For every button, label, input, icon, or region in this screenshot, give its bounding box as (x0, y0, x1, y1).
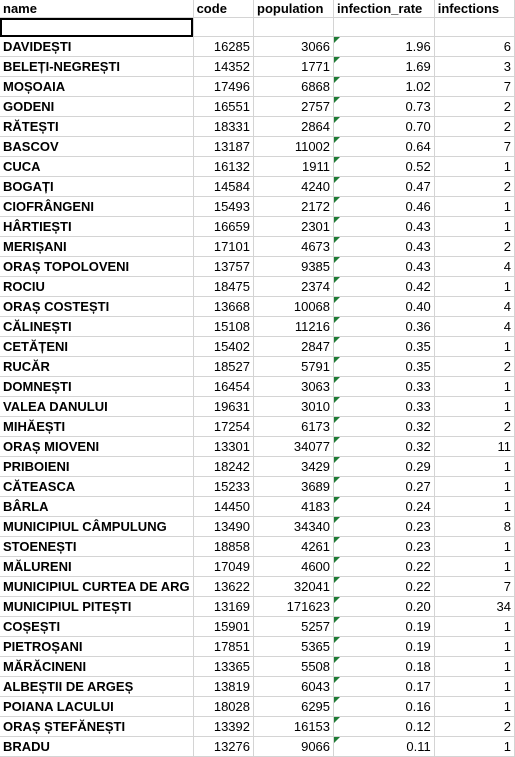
name-cell[interactable]: BELEȚI-NEGREȘTI (0, 57, 193, 77)
name-cell[interactable]: MUNICIPIUL PITEȘTI (0, 597, 193, 617)
empty-cell[interactable] (434, 18, 514, 37)
population-cell[interactable]: 11002 (254, 137, 334, 157)
name-cell[interactable]: CUCA (0, 157, 193, 177)
infections-cell[interactable]: 1 (434, 497, 514, 517)
code-cell[interactable]: 13490 (193, 517, 253, 537)
infection-rate-cell[interactable]: 0.35 (334, 357, 435, 377)
infection-rate-cell[interactable]: 0.22 (334, 557, 435, 577)
population-cell[interactable]: 1911 (254, 157, 334, 177)
infections-cell[interactable]: 4 (434, 257, 514, 277)
code-cell[interactable]: 14352 (193, 57, 253, 77)
name-cell[interactable]: CĂTEASCA (0, 477, 193, 497)
table-row (0, 477, 515, 497)
table-row (0, 377, 515, 397)
infections-cell[interactable]: 1 (434, 457, 514, 477)
infection-rate-cell[interactable]: 0.16 (334, 697, 435, 717)
population-cell[interactable]: 6043 (254, 677, 334, 697)
infections-cell[interactable]: 3 (434, 57, 514, 77)
population-cell[interactable]: 1771 (254, 57, 334, 77)
infections-cell[interactable]: 7 (434, 77, 514, 97)
name-cell[interactable]: POIANA LACULUI (0, 697, 193, 717)
column-header-code[interactable]: code (193, 0, 253, 18)
table-row (0, 97, 515, 117)
infections-cell[interactable]: 2 (434, 357, 514, 377)
name-cell[interactable]: DOMNEȘTI (0, 377, 193, 397)
code-cell[interactable]: 18858 (193, 537, 253, 557)
table-row (0, 557, 515, 577)
name-cell[interactable]: CĂLINEȘTI (0, 317, 193, 337)
population-cell[interactable]: 16153 (254, 717, 334, 737)
infection-rate-cell[interactable]: 0.73 (334, 97, 435, 117)
column-header-infections[interactable]: infections (434, 0, 514, 18)
population-cell[interactable]: 11216 (254, 317, 334, 337)
table-row (0, 677, 515, 697)
empty-cell[interactable] (193, 18, 253, 37)
infections-cell[interactable]: 2 (434, 717, 514, 737)
infection-rate-cell[interactable]: 1.02 (334, 77, 435, 97)
table-row (0, 297, 515, 317)
infections-cell[interactable]: 6 (434, 37, 514, 57)
empty-row (0, 18, 515, 37)
table-row (0, 277, 515, 297)
infections-cell[interactable]: 2 (434, 177, 514, 197)
code-cell[interactable]: 17049 (193, 557, 253, 577)
table-row (0, 597, 515, 617)
column-header-name[interactable]: name (0, 0, 193, 18)
name-cell[interactable]: GODENI (0, 97, 193, 117)
code-cell[interactable]: 13301 (193, 437, 253, 457)
code-cell[interactable]: 16659 (193, 217, 253, 237)
table-row (0, 77, 515, 97)
infection-rate-cell[interactable]: 0.33 (334, 397, 435, 417)
code-cell[interactable]: 13819 (193, 677, 253, 697)
table-row (0, 57, 515, 77)
code-cell[interactable]: 13668 (193, 297, 253, 317)
infections-cell[interactable]: 2 (434, 97, 514, 117)
infections-cell[interactable]: 7 (434, 577, 514, 597)
table-row (0, 337, 515, 357)
name-cell[interactable]: ORAȘ MIOVENI (0, 437, 193, 457)
code-cell[interactable]: 15493 (193, 197, 253, 217)
infection-rate-cell[interactable]: 0.11 (334, 737, 435, 757)
infection-rate-cell[interactable]: 0.22 (334, 577, 435, 597)
table-row (0, 497, 515, 517)
table-row (0, 37, 515, 57)
table-row (0, 537, 515, 557)
name-cell[interactable]: ALBEȘTII DE ARGEȘ (0, 677, 193, 697)
empty-cell[interactable] (334, 18, 435, 37)
infections-cell[interactable]: 8 (434, 517, 514, 537)
table-row (0, 257, 515, 277)
infections-cell[interactable]: 11 (434, 437, 514, 457)
code-cell[interactable]: 14584 (193, 177, 253, 197)
code-cell[interactable]: 15402 (193, 337, 253, 357)
code-cell[interactable]: 18242 (193, 457, 253, 477)
infection-rate-cell[interactable]: 0.64 (334, 137, 435, 157)
infections-cell[interactable]: 1 (434, 637, 514, 657)
population-cell[interactable]: 3689 (254, 477, 334, 497)
table-row (0, 657, 515, 677)
infections-cell[interactable]: 1 (434, 477, 514, 497)
population-cell[interactable]: 10068 (254, 297, 334, 317)
code-cell[interactable]: 17851 (193, 637, 253, 657)
name-cell[interactable]: MIHĂEȘTI (0, 417, 193, 437)
code-cell[interactable]: 17101 (193, 237, 253, 257)
population-cell[interactable]: 5508 (254, 657, 334, 677)
infections-cell[interactable]: 1 (434, 537, 514, 557)
column-header-infection-rate[interactable]: infection_rate (334, 0, 435, 18)
infections-cell[interactable]: 1 (434, 677, 514, 697)
population-cell[interactable]: 4673 (254, 237, 334, 257)
population-cell[interactable]: 6173 (254, 417, 334, 437)
infection-rate-cell[interactable]: 0.33 (334, 377, 435, 397)
code-cell[interactable]: 18475 (193, 277, 253, 297)
name-cell[interactable]: HÂRTIEȘTI (0, 217, 193, 237)
infections-cell[interactable]: 1 (434, 697, 514, 717)
population-cell[interactable]: 3066 (254, 37, 334, 57)
infection-rate-cell[interactable]: 0.32 (334, 437, 435, 457)
infection-rate-cell[interactable]: 0.19 (334, 637, 435, 657)
infections-cell[interactable]: 1 (434, 337, 514, 357)
population-cell[interactable]: 6295 (254, 697, 334, 717)
infections-cell[interactable]: 1 (434, 377, 514, 397)
name-cell[interactable]: MUNICIPIUL CÂMPULUNG (0, 517, 193, 537)
infection-rate-cell[interactable]: 0.43 (334, 217, 435, 237)
infection-rate-cell[interactable]: 0.17 (334, 677, 435, 697)
table-row (0, 697, 515, 717)
table-row (0, 137, 515, 157)
name-cell[interactable]: BRADU (0, 737, 193, 757)
table-row (0, 617, 515, 637)
population-cell[interactable]: 2864 (254, 117, 334, 137)
name-cell[interactable]: BOGAȚI (0, 177, 193, 197)
infections-cell[interactable]: 1 (434, 157, 514, 177)
population-cell[interactable]: 5365 (254, 637, 334, 657)
name-cell[interactable]: PIETROȘANI (0, 637, 193, 657)
infections-cell[interactable]: 1 (434, 277, 514, 297)
infection-rate-cell[interactable]: 0.32 (334, 417, 435, 437)
name-cell[interactable]: MOȘOAIA (0, 77, 193, 97)
table-row (0, 117, 515, 137)
infection-rate-cell[interactable]: 0.52 (334, 157, 435, 177)
infections-cell[interactable]: 2 (434, 237, 514, 257)
infection-rate-cell[interactable]: 0.20 (334, 597, 435, 617)
name-cell[interactable]: CETĂȚENI (0, 337, 193, 357)
population-cell[interactable]: 9385 (254, 257, 334, 277)
infection-rate-cell[interactable]: 1.96 (334, 37, 435, 57)
table-row (0, 637, 515, 657)
infections-cell[interactable]: 1 (434, 557, 514, 577)
infections-cell[interactable]: 7 (434, 137, 514, 157)
code-cell[interactable]: 17254 (193, 417, 253, 437)
infection-rate-cell[interactable]: 0.42 (334, 277, 435, 297)
name-cell[interactable]: ORAȘ COSTEȘTI (0, 297, 193, 317)
selected-cell[interactable] (0, 18, 193, 37)
code-cell[interactable]: 17496 (193, 77, 253, 97)
code-cell[interactable]: 13392 (193, 717, 253, 737)
infection-rate-cell[interactable]: 0.36 (334, 317, 435, 337)
table-row (0, 157, 515, 177)
infection-rate-cell[interactable]: 0.47 (334, 177, 435, 197)
table-row (0, 237, 515, 257)
name-cell[interactable]: BÂRLA (0, 497, 193, 517)
code-cell[interactable]: 13276 (193, 737, 253, 757)
infection-rate-cell[interactable]: 1.69 (334, 57, 435, 77)
code-cell[interactable]: 15901 (193, 617, 253, 637)
infections-cell[interactable]: 1 (434, 617, 514, 637)
table-row (0, 437, 515, 457)
name-cell[interactable]: RĂTEȘTI (0, 117, 193, 137)
name-cell[interactable]: ORAȘ ȘTEFĂNEȘTI (0, 717, 193, 737)
code-cell[interactable]: 13187 (193, 137, 253, 157)
name-cell[interactable]: PRIBOIENI (0, 457, 193, 477)
infections-cell[interactable]: 1 (434, 657, 514, 677)
population-cell[interactable]: 2847 (254, 337, 334, 357)
table-row (0, 317, 515, 337)
infections-cell[interactable]: 1 (434, 197, 514, 217)
code-cell[interactable]: 15233 (193, 477, 253, 497)
population-cell[interactable]: 9066 (254, 737, 334, 757)
name-cell[interactable]: COȘEȘTI (0, 617, 193, 637)
population-cell[interactable]: 34077 (254, 437, 334, 457)
name-cell[interactable]: RUCĂR (0, 357, 193, 377)
code-cell[interactable]: 18028 (193, 697, 253, 717)
population-cell[interactable]: 5791 (254, 357, 334, 377)
population-cell[interactable]: 5257 (254, 617, 334, 637)
header-row (0, 0, 515, 18)
population-cell[interactable]: 171623 (254, 597, 334, 617)
code-cell[interactable]: 15108 (193, 317, 253, 337)
name-cell[interactable]: ORAȘ TOPOLOVENI (0, 257, 193, 277)
infection-rate-cell[interactable]: 0.18 (334, 657, 435, 677)
infections-cell[interactable]: 34 (434, 597, 514, 617)
name-cell[interactable]: MĂLURENI (0, 557, 193, 577)
population-cell[interactable]: 4261 (254, 537, 334, 557)
name-cell[interactable]: MERIȘANI (0, 237, 193, 257)
table-row (0, 357, 515, 377)
infection-rate-cell[interactable]: 0.43 (334, 237, 435, 257)
population-cell[interactable]: 3010 (254, 397, 334, 417)
code-cell[interactable]: 13365 (193, 657, 253, 677)
code-cell[interactable]: 13622 (193, 577, 253, 597)
name-cell[interactable]: BASCOV (0, 137, 193, 157)
population-cell[interactable]: 3063 (254, 377, 334, 397)
code-cell[interactable]: 14450 (193, 497, 253, 517)
code-cell[interactable]: 16551 (193, 97, 253, 117)
infection-rate-cell[interactable]: 0.70 (334, 117, 435, 137)
infections-cell[interactable]: 2 (434, 117, 514, 137)
code-cell[interactable]: 18527 (193, 357, 253, 377)
name-cell[interactable]: STOENEȘTI (0, 537, 193, 557)
table-row (0, 197, 515, 217)
table-row (0, 397, 515, 417)
infection-rate-cell[interactable]: 0.46 (334, 197, 435, 217)
population-cell[interactable]: 2757 (254, 97, 334, 117)
name-cell[interactable]: MĂRĂCINENI (0, 657, 193, 677)
empty-cell[interactable] (254, 18, 334, 37)
name-cell[interactable]: DAVIDEȘTI (0, 37, 193, 57)
table-row (0, 457, 515, 477)
table-row (0, 177, 515, 197)
table-row (0, 577, 515, 597)
code-cell[interactable]: 13757 (193, 257, 253, 277)
name-cell[interactable]: VALEA DANULUI (0, 397, 193, 417)
population-cell[interactable]: 3429 (254, 457, 334, 477)
table-row (0, 417, 515, 437)
population-cell[interactable]: 4600 (254, 557, 334, 577)
infection-rate-cell[interactable]: 0.40 (334, 297, 435, 317)
name-cell[interactable]: ROCIU (0, 277, 193, 297)
infection-rate-cell[interactable]: 0.35 (334, 337, 435, 357)
infection-rate-cell[interactable]: 0.19 (334, 617, 435, 637)
infections-cell[interactable]: 4 (434, 317, 514, 337)
table-row (0, 737, 515, 757)
table-row (0, 517, 515, 537)
population-cell[interactable]: 32041 (254, 577, 334, 597)
population-cell[interactable]: 2301 (254, 217, 334, 237)
name-cell[interactable]: CIOFRÂNGENI (0, 197, 193, 217)
infection-rate-cell[interactable]: 0.23 (334, 517, 435, 537)
infections-cell[interactable]: 2 (434, 417, 514, 437)
infection-rate-cell[interactable]: 0.12 (334, 717, 435, 737)
code-cell[interactable]: 18331 (193, 117, 253, 137)
column-header-population[interactable]: population (254, 0, 334, 18)
code-cell[interactable]: 16454 (193, 377, 253, 397)
infections-cell[interactable]: 1 (434, 217, 514, 237)
table-row (0, 217, 515, 237)
infections-cell[interactable]: 1 (434, 737, 514, 757)
population-cell[interactable]: 4183 (254, 497, 334, 517)
infection-rate-cell[interactable]: 0.43 (334, 257, 435, 277)
name-cell[interactable]: MUNICIPIUL CURTEA DE ARG (0, 577, 193, 597)
infection-rate-cell[interactable]: 0.27 (334, 477, 435, 497)
infection-rate-cell[interactable]: 0.29 (334, 457, 435, 477)
table-row (0, 717, 515, 737)
population-cell[interactable]: 2374 (254, 277, 334, 297)
code-cell[interactable]: 16132 (193, 157, 253, 177)
infections-cell[interactable]: 1 (434, 397, 514, 417)
population-cell[interactable]: 6868 (254, 77, 334, 97)
population-cell[interactable]: 4240 (254, 177, 334, 197)
population-cell[interactable]: 2172 (254, 197, 334, 217)
infection-rate-cell[interactable]: 0.24 (334, 497, 435, 517)
code-cell[interactable]: 13169 (193, 597, 253, 617)
code-cell[interactable]: 16285 (193, 37, 253, 57)
code-cell[interactable]: 19631 (193, 397, 253, 417)
infections-cell[interactable]: 4 (434, 297, 514, 317)
infection-rate-cell[interactable]: 0.23 (334, 537, 435, 557)
population-cell[interactable]: 34340 (254, 517, 334, 537)
